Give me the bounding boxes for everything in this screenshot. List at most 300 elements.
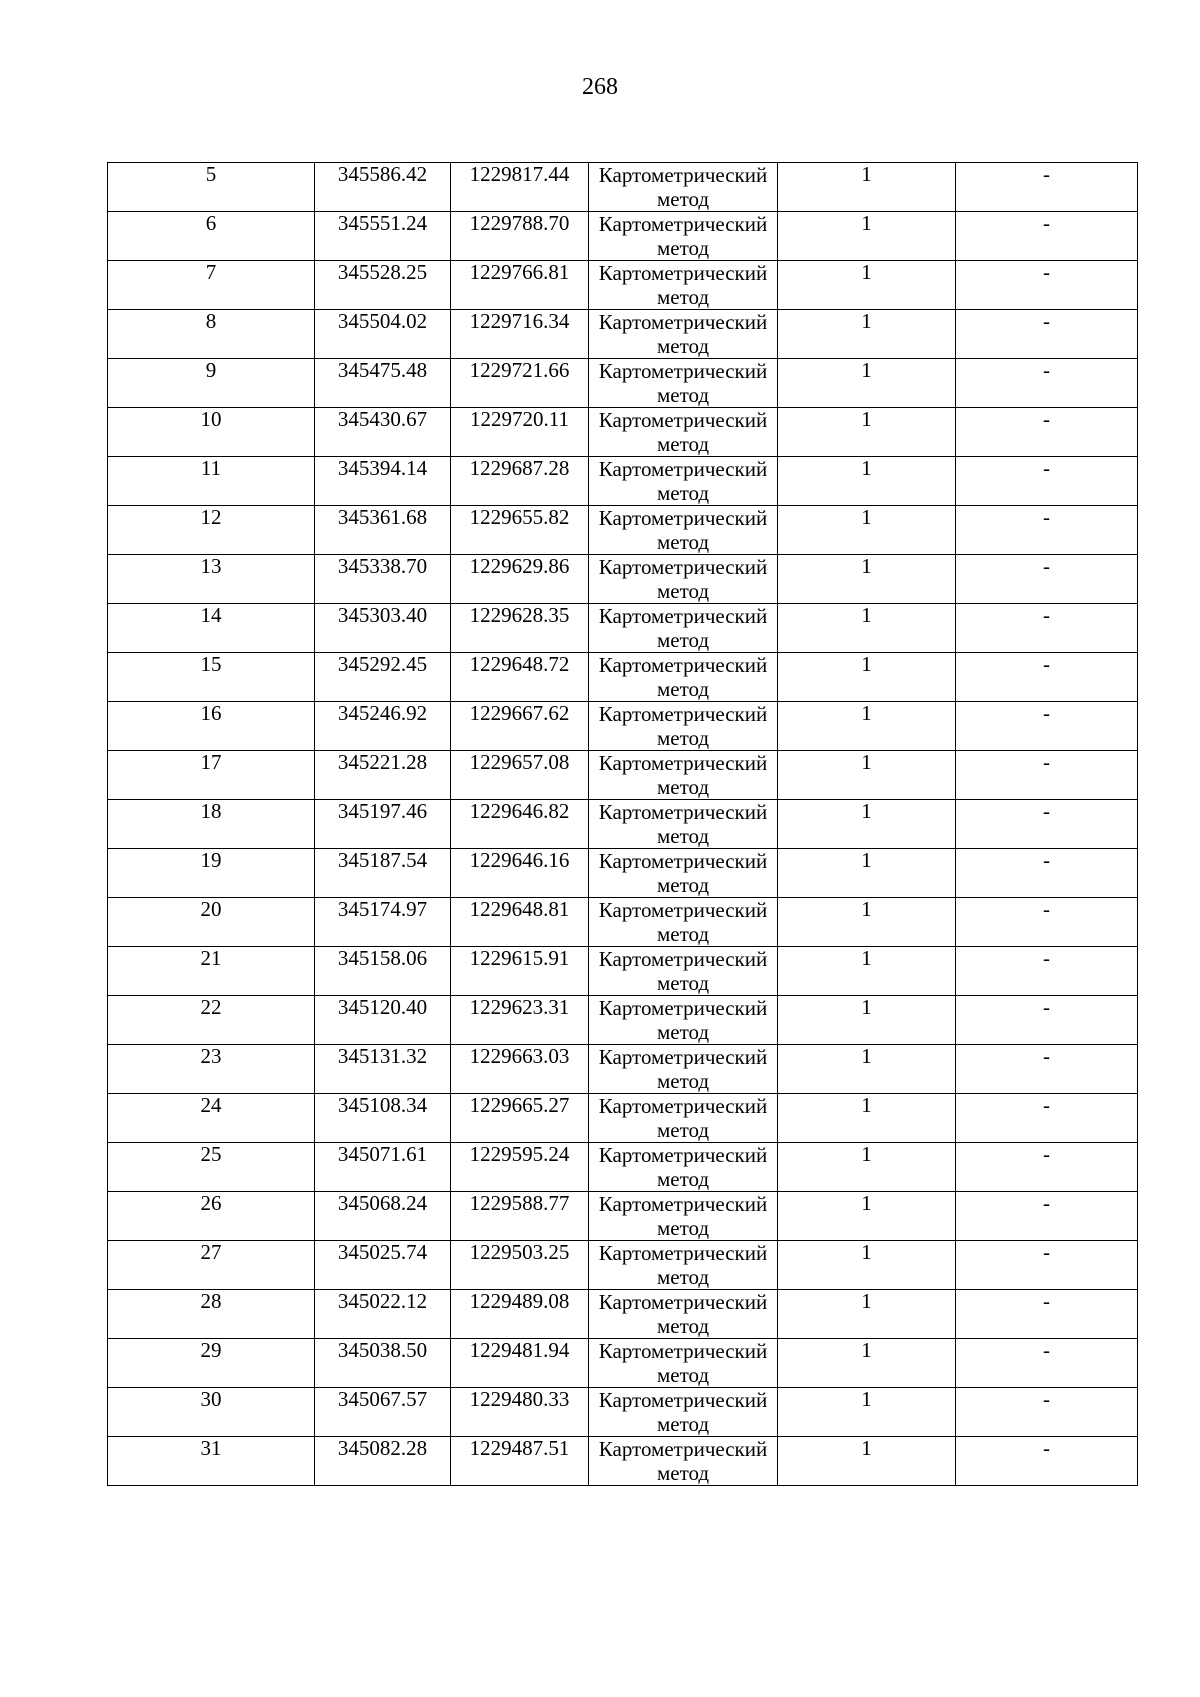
point-number-cell [108, 1192, 315, 1241]
description-cell [956, 1241, 1138, 1290]
x-coordinate-cell [315, 1094, 451, 1143]
y-coordinate-cell-text: 1229628.35 [469, 603, 570, 627]
description-cell-text: - [1043, 1289, 1050, 1313]
x-coordinate-cell [315, 1143, 451, 1192]
point-number-cell-text: 18 [200, 799, 222, 823]
y-coordinate-cell-text: 1229480.33 [469, 1387, 570, 1411]
accuracy-cell [778, 1388, 956, 1437]
description-cell-text: - [1043, 603, 1050, 627]
table-row [108, 457, 1138, 506]
method-cell [589, 1241, 778, 1290]
method-cell [589, 604, 778, 653]
accuracy-cell-text: 1 [861, 750, 872, 774]
y-coordinate-cell-text: 1229667.62 [469, 701, 570, 725]
y-coordinate-cell [451, 1241, 589, 1290]
method-cell-text: Картометрический метод [598, 1045, 768, 1093]
x-coordinate-cell-text: 345303.40 [337, 603, 428, 627]
method-cell [589, 1045, 778, 1094]
x-coordinate-cell [315, 1388, 451, 1437]
description-cell [956, 457, 1138, 506]
method-cell [589, 947, 778, 996]
accuracy-cell [778, 261, 956, 310]
y-coordinate-cell [451, 751, 589, 800]
accuracy-cell-text: 1 [861, 701, 872, 725]
y-coordinate-cell [451, 506, 589, 555]
point-number-cell [108, 212, 315, 261]
x-coordinate-cell [315, 261, 451, 310]
method-cell-text: Картометрический метод [598, 751, 768, 799]
method-cell [589, 996, 778, 1045]
x-coordinate-cell [315, 653, 451, 702]
description-cell-text: - [1043, 701, 1050, 725]
table-row [108, 1437, 1138, 1486]
description-cell-text: - [1043, 1338, 1050, 1362]
description-cell [956, 1437, 1138, 1486]
method-cell-text: Картометрический метод [598, 1437, 768, 1485]
y-coordinate-cell [451, 310, 589, 359]
description-cell [956, 898, 1138, 947]
description-cell-text: - [1043, 505, 1050, 529]
table-row [108, 1339, 1138, 1388]
description-cell-text: - [1043, 946, 1050, 970]
description-cell-text: - [1043, 358, 1050, 382]
table-row [108, 800, 1138, 849]
point-number-cell-text: 19 [200, 848, 222, 872]
description-cell [956, 849, 1138, 898]
method-cell [589, 359, 778, 408]
y-coordinate-cell-text: 1229623.31 [469, 995, 570, 1019]
x-coordinate-cell-text: 345131.32 [337, 1044, 428, 1068]
description-cell-text: - [1043, 260, 1050, 284]
accuracy-cell [778, 1192, 956, 1241]
accuracy-cell-text: 1 [861, 946, 872, 970]
accuracy-cell [778, 849, 956, 898]
table-row [108, 212, 1138, 261]
method-cell [589, 702, 778, 751]
method-cell-text: Картометрический метод [598, 849, 768, 897]
description-cell-text: - [1043, 897, 1050, 921]
accuracy-cell-text: 1 [861, 995, 872, 1019]
x-coordinate-cell-text: 345197.46 [337, 799, 428, 823]
method-cell-text: Картометрический метод [598, 457, 768, 505]
accuracy-cell-text: 1 [861, 799, 872, 823]
x-coordinate-cell [315, 898, 451, 947]
y-coordinate-cell-text: 1229646.82 [469, 799, 570, 823]
x-coordinate-cell [315, 604, 451, 653]
accuracy-cell-text: 1 [861, 603, 872, 627]
method-cell [589, 1339, 778, 1388]
point-number-cell [108, 849, 315, 898]
table-row [108, 996, 1138, 1045]
point-number-cell-text: 29 [200, 1338, 222, 1362]
y-coordinate-cell-text: 1229588.77 [469, 1191, 570, 1215]
accuracy-cell-text: 1 [861, 652, 872, 676]
point-number-cell [108, 996, 315, 1045]
accuracy-cell-text: 1 [861, 1338, 872, 1362]
method-cell [589, 408, 778, 457]
description-cell-text: - [1043, 162, 1050, 186]
y-coordinate-cell-text: 1229720.11 [470, 407, 569, 431]
y-coordinate-cell [451, 1437, 589, 1486]
point-number-cell-text: 30 [200, 1387, 222, 1411]
table-row [108, 261, 1138, 310]
description-cell [956, 604, 1138, 653]
x-coordinate-cell-text: 345068.24 [337, 1191, 428, 1215]
y-coordinate-cell [451, 1094, 589, 1143]
y-coordinate-cell [451, 653, 589, 702]
point-number-cell [108, 1388, 315, 1437]
y-coordinate-cell-text: 1229663.03 [469, 1044, 570, 1068]
method-cell-text: Картометрический метод [598, 310, 768, 358]
x-coordinate-cell [315, 702, 451, 751]
method-cell [589, 800, 778, 849]
point-number-cell [108, 702, 315, 751]
method-cell [589, 1192, 778, 1241]
point-number-cell-text: 16 [200, 701, 222, 725]
description-cell [956, 1192, 1138, 1241]
point-number-cell-text: 12 [200, 505, 222, 529]
x-coordinate-cell-text: 345187.54 [337, 848, 428, 872]
x-coordinate-cell [315, 408, 451, 457]
y-coordinate-cell [451, 1192, 589, 1241]
y-coordinate-cell-text: 1229629.86 [469, 554, 570, 578]
method-cell-text: Картометрический метод [598, 1094, 768, 1142]
accuracy-cell-text: 1 [861, 1240, 872, 1264]
x-coordinate-cell-text: 345551.24 [337, 211, 428, 235]
point-number-cell-text: 11 [200, 456, 222, 480]
description-cell-text: - [1043, 309, 1050, 333]
description-cell-text: - [1043, 554, 1050, 578]
x-coordinate-cell-text: 345022.12 [337, 1289, 428, 1313]
y-coordinate-cell-text: 1229655.82 [469, 505, 570, 529]
description-cell-text: - [1043, 799, 1050, 823]
description-cell-text: - [1043, 652, 1050, 676]
x-coordinate-cell [315, 1437, 451, 1486]
point-number-cell-text: 26 [200, 1191, 222, 1215]
table-row [108, 163, 1138, 212]
x-coordinate-cell-text: 345221.28 [337, 750, 428, 774]
accuracy-cell [778, 800, 956, 849]
x-coordinate-cell-text: 345292.45 [337, 652, 428, 676]
method-cell-text: Картометрический метод [598, 702, 768, 750]
accuracy-cell [778, 408, 956, 457]
description-cell [956, 1388, 1138, 1437]
description-cell [956, 1339, 1138, 1388]
accuracy-cell-text: 1 [861, 309, 872, 333]
y-coordinate-cell-text: 1229657.08 [469, 750, 570, 774]
table-row [108, 506, 1138, 555]
method-cell [589, 898, 778, 947]
y-coordinate-cell-text: 1229721.66 [469, 358, 570, 382]
description-cell-text: - [1043, 211, 1050, 235]
accuracy-cell-text: 1 [861, 848, 872, 872]
y-coordinate-cell [451, 1143, 589, 1192]
accuracy-cell [778, 1437, 956, 1486]
point-number-cell-text: 21 [200, 946, 222, 970]
description-cell [956, 996, 1138, 1045]
y-coordinate-cell [451, 212, 589, 261]
point-number-cell [108, 359, 315, 408]
x-coordinate-cell [315, 1290, 451, 1339]
accuracy-cell [778, 1143, 956, 1192]
accuracy-cell-text: 1 [861, 211, 872, 235]
y-coordinate-cell-text: 1229481.94 [469, 1338, 570, 1362]
table-row [108, 408, 1138, 457]
y-coordinate-cell [451, 1388, 589, 1437]
y-coordinate-cell-text: 1229648.81 [469, 897, 570, 921]
point-number-cell [108, 604, 315, 653]
x-coordinate-cell-text: 345361.68 [337, 505, 428, 529]
description-cell [956, 555, 1138, 604]
method-cell-text: Картометрический метод [598, 555, 768, 603]
description-cell [956, 1045, 1138, 1094]
x-coordinate-cell [315, 1339, 451, 1388]
accuracy-cell [778, 555, 956, 604]
description-cell [956, 1094, 1138, 1143]
point-number-cell-text: 6 [205, 211, 217, 235]
method-cell [589, 212, 778, 261]
accuracy-cell [778, 1094, 956, 1143]
table-row [108, 653, 1138, 702]
point-number-cell-text: 15 [200, 652, 222, 676]
y-coordinate-cell [451, 604, 589, 653]
y-coordinate-cell [451, 555, 589, 604]
description-cell-text: - [1043, 1436, 1050, 1460]
y-coordinate-cell [451, 359, 589, 408]
method-cell-text: Картометрический метод [598, 800, 768, 848]
accuracy-cell [778, 1290, 956, 1339]
y-coordinate-cell [451, 1045, 589, 1094]
x-coordinate-cell [315, 996, 451, 1045]
point-number-cell-text: 13 [200, 554, 222, 578]
method-cell-text: Картометрический метод [598, 212, 768, 260]
x-coordinate-cell [315, 1045, 451, 1094]
x-coordinate-cell-text: 345528.25 [337, 260, 428, 284]
y-coordinate-cell [451, 408, 589, 457]
point-number-cell [108, 555, 315, 604]
point-number-cell [108, 163, 315, 212]
accuracy-cell-text: 1 [861, 1289, 872, 1313]
description-cell [956, 506, 1138, 555]
x-coordinate-cell [315, 1192, 451, 1241]
accuracy-cell [778, 212, 956, 261]
method-cell-text: Картометрический метод [598, 1143, 768, 1191]
point-number-cell-text: 10 [200, 407, 222, 431]
table-row [108, 1388, 1138, 1437]
method-cell-text: Картометрический метод [598, 1192, 768, 1240]
accuracy-cell-text: 1 [861, 1142, 872, 1166]
method-cell [589, 1437, 778, 1486]
y-coordinate-cell-text: 1229595.24 [469, 1142, 570, 1166]
accuracy-cell-text: 1 [861, 456, 872, 480]
table-row [108, 947, 1138, 996]
x-coordinate-cell [315, 800, 451, 849]
method-cell-text: Картометрический метод [598, 408, 768, 456]
accuracy-cell [778, 310, 956, 359]
accuracy-cell [778, 1339, 956, 1388]
method-cell-text: Картометрический метод [598, 359, 768, 407]
point-number-cell-text: 5 [205, 162, 217, 186]
point-number-cell-text: 14 [200, 603, 222, 627]
y-coordinate-cell-text: 1229646.16 [469, 848, 570, 872]
table-row [108, 1143, 1138, 1192]
point-number-cell [108, 800, 315, 849]
y-coordinate-cell-text: 1229817.44 [469, 162, 570, 186]
point-number-cell-text: 25 [200, 1142, 222, 1166]
y-coordinate-cell-text: 1229648.72 [469, 652, 570, 676]
point-number-cell [108, 1143, 315, 1192]
y-coordinate-cell-text: 1229766.81 [469, 260, 570, 284]
description-cell-text: - [1043, 995, 1050, 1019]
y-coordinate-cell [451, 702, 589, 751]
description-cell [956, 310, 1138, 359]
y-coordinate-cell-text: 1229687.28 [469, 456, 570, 480]
method-cell [589, 849, 778, 898]
page-number: 268 [582, 74, 618, 100]
x-coordinate-cell-text: 345067.57 [337, 1387, 428, 1411]
y-coordinate-cell [451, 1290, 589, 1339]
y-coordinate-cell [451, 996, 589, 1045]
method-cell-text: Картометрический метод [598, 163, 768, 211]
table-row [108, 898, 1138, 947]
x-coordinate-cell-text: 345586.42 [337, 162, 428, 186]
accuracy-cell [778, 506, 956, 555]
description-cell [956, 1290, 1138, 1339]
description-cell-text: - [1043, 1387, 1050, 1411]
table-row [108, 310, 1138, 359]
x-coordinate-cell [315, 849, 451, 898]
y-coordinate-cell [451, 849, 589, 898]
accuracy-cell [778, 947, 956, 996]
method-cell-text: Картометрический метод [598, 653, 768, 701]
table-row [108, 702, 1138, 751]
point-number-cell [108, 898, 315, 947]
point-number-cell [108, 1241, 315, 1290]
accuracy-cell-text: 1 [861, 1436, 872, 1460]
method-cell [589, 1143, 778, 1192]
x-coordinate-cell [315, 947, 451, 996]
y-coordinate-cell [451, 898, 589, 947]
point-number-cell-text: 17 [200, 750, 222, 774]
x-coordinate-cell-text: 345038.50 [337, 1338, 428, 1362]
accuracy-cell-text: 1 [861, 1387, 872, 1411]
method-cell-text: Картометрический метод [598, 506, 768, 554]
y-coordinate-cell-text: 1229788.70 [469, 211, 570, 235]
accuracy-cell-text: 1 [861, 1191, 872, 1215]
x-coordinate-cell-text: 345394.14 [337, 456, 428, 480]
accuracy-cell-text: 1 [861, 358, 872, 382]
x-coordinate-cell-text: 345025.74 [337, 1240, 428, 1264]
method-cell [589, 1290, 778, 1339]
method-cell [589, 751, 778, 800]
description-cell [956, 408, 1138, 457]
method-cell-text: Картометрический метод [598, 604, 768, 652]
method-cell [589, 1094, 778, 1143]
x-coordinate-cell-text: 345475.48 [337, 358, 428, 382]
point-number-cell [108, 1045, 315, 1094]
table-row [108, 1192, 1138, 1241]
y-coordinate-cell-text: 1229503.25 [469, 1240, 570, 1264]
x-coordinate-cell-text: 345174.97 [337, 897, 428, 921]
table-row [108, 849, 1138, 898]
method-cell-text: Картометрический метод [598, 947, 768, 995]
point-number-cell-text: 20 [200, 897, 222, 921]
x-coordinate-cell-text: 345430.67 [337, 407, 428, 431]
x-coordinate-cell-text: 345071.61 [337, 1142, 428, 1166]
x-coordinate-cell-text: 345504.02 [337, 309, 428, 333]
accuracy-cell [778, 359, 956, 408]
description-cell-text: - [1043, 1093, 1050, 1117]
y-coordinate-cell-text: 1229716.34 [469, 309, 570, 333]
x-coordinate-cell [315, 1241, 451, 1290]
accuracy-cell [778, 1241, 956, 1290]
description-cell-text: - [1043, 407, 1050, 431]
table-row [108, 555, 1138, 604]
accuracy-cell-text: 1 [861, 162, 872, 186]
accuracy-cell [778, 702, 956, 751]
x-coordinate-cell-text: 345158.06 [337, 946, 428, 970]
method-cell [589, 163, 778, 212]
point-number-cell-text: 22 [200, 995, 222, 1019]
x-coordinate-cell-text: 345108.34 [337, 1093, 428, 1117]
table-row [108, 359, 1138, 408]
accuracy-cell-text: 1 [861, 260, 872, 284]
point-number-cell [108, 506, 315, 555]
y-coordinate-cell [451, 947, 589, 996]
description-cell-text: - [1043, 1044, 1050, 1068]
x-coordinate-cell-text: 345338.70 [337, 554, 428, 578]
x-coordinate-cell-text: 345246.92 [337, 701, 428, 725]
description-cell [956, 359, 1138, 408]
description-cell [956, 800, 1138, 849]
x-coordinate-cell [315, 751, 451, 800]
method-cell [589, 653, 778, 702]
accuracy-cell [778, 996, 956, 1045]
point-number-cell [108, 261, 315, 310]
accuracy-cell [778, 457, 956, 506]
y-coordinate-cell-text: 1229489.08 [469, 1289, 570, 1313]
description-cell-text: - [1043, 848, 1050, 872]
accuracy-cell-text: 1 [861, 505, 872, 529]
point-number-cell [108, 947, 315, 996]
description-cell [956, 947, 1138, 996]
table-row [108, 1241, 1138, 1290]
x-coordinate-cell-text: 345120.40 [337, 995, 428, 1019]
point-number-cell [108, 457, 315, 506]
method-cell [589, 457, 778, 506]
accuracy-cell [778, 898, 956, 947]
point-number-cell [108, 310, 315, 359]
y-coordinate-cell [451, 163, 589, 212]
point-number-cell-text: 24 [200, 1093, 222, 1117]
method-cell-text: Картометрический метод [598, 1339, 768, 1387]
point-number-cell-text: 23 [200, 1044, 222, 1068]
x-coordinate-cell-text: 345082.28 [337, 1436, 428, 1460]
x-coordinate-cell [315, 506, 451, 555]
description-cell-text: - [1043, 456, 1050, 480]
accuracy-cell-text: 1 [861, 407, 872, 431]
table-row [108, 604, 1138, 653]
method-cell-text: Картометрический метод [598, 1290, 768, 1338]
point-number-cell-text: 8 [205, 309, 217, 333]
table-row [108, 1045, 1138, 1094]
description-cell [956, 163, 1138, 212]
table-row [108, 1094, 1138, 1143]
accuracy-cell [778, 163, 956, 212]
coordinates-table-body [108, 163, 1138, 1486]
method-cell-text: Картометрический метод [598, 1241, 768, 1289]
y-coordinate-cell [451, 457, 589, 506]
